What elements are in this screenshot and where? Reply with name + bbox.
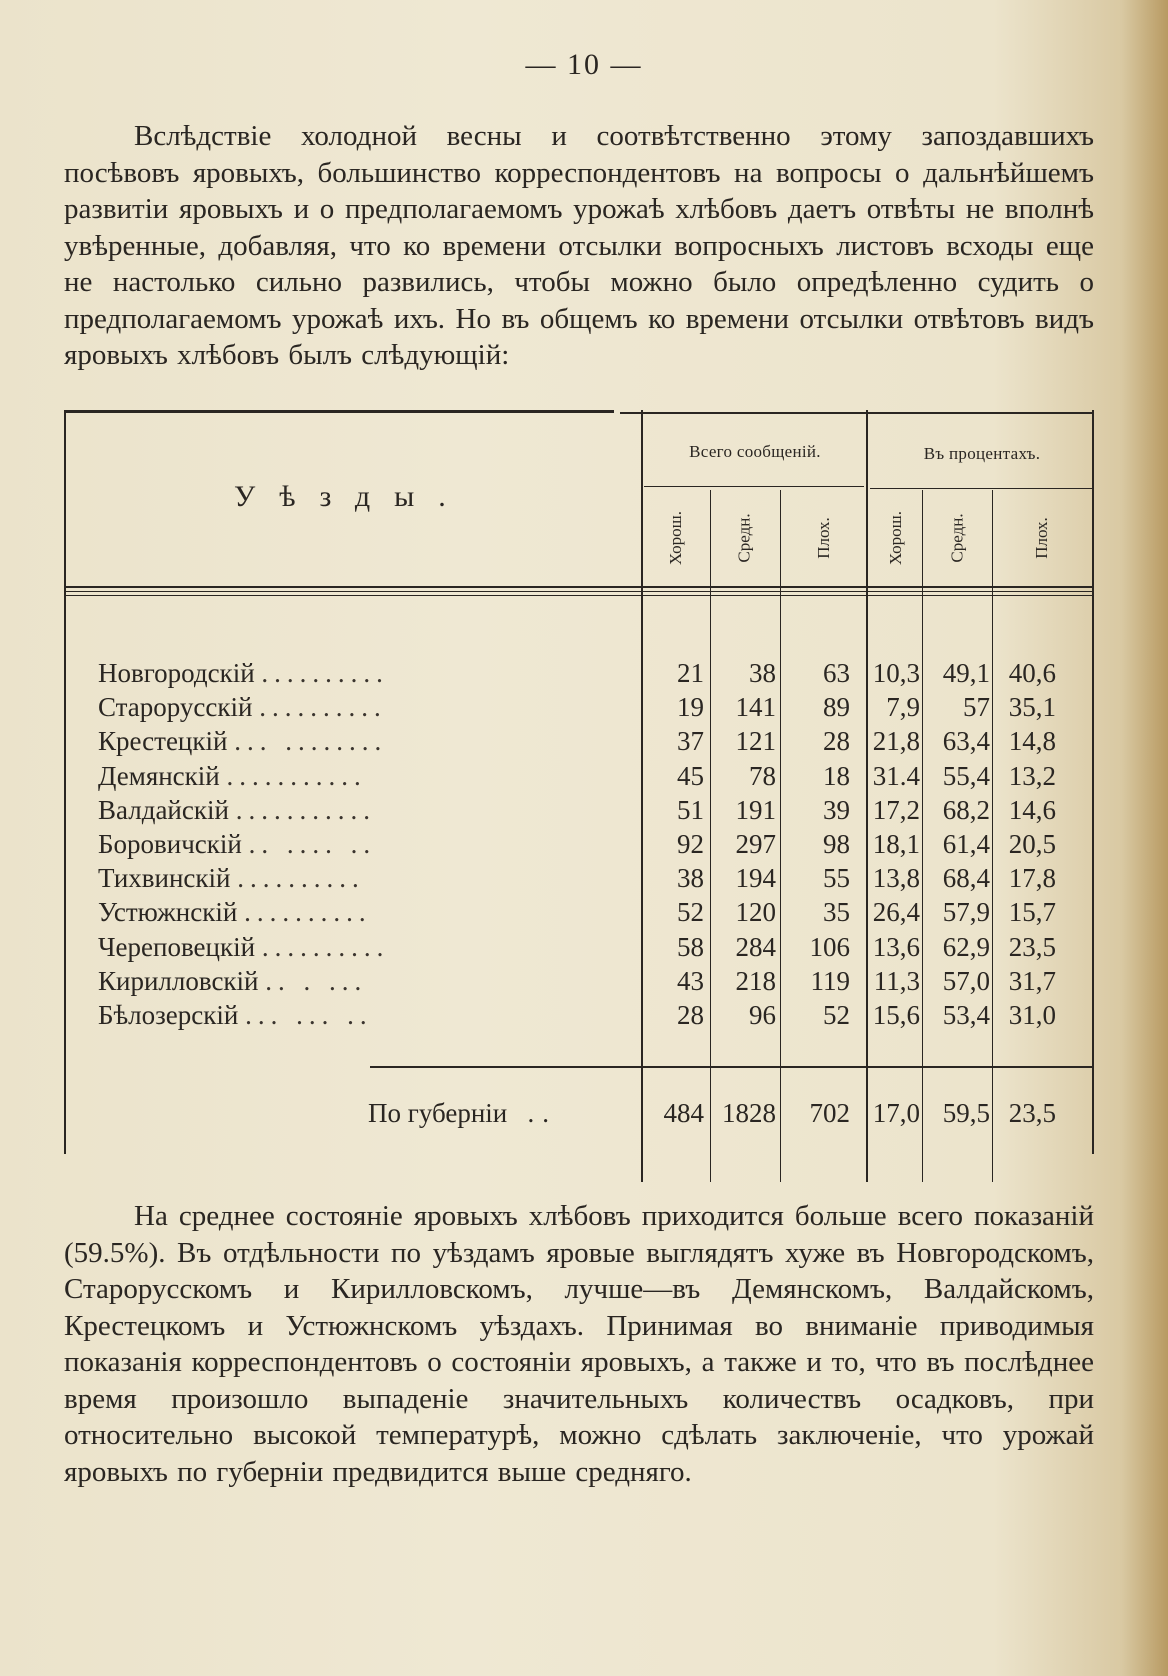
district-name: Новгородскій .......... xyxy=(98,658,389,688)
cell-medium-count: 120 xyxy=(735,897,776,928)
cell-medium-percent: 55,4 xyxy=(942,760,990,791)
cell-good-count: 19 xyxy=(677,692,704,723)
cell-poor-count: 52 xyxy=(823,1000,850,1030)
cell-good-count: 52 xyxy=(677,897,704,928)
cell-good-percent: 15,6 xyxy=(872,1000,920,1030)
cell-medium-count: 194 xyxy=(735,863,776,894)
cell-medium-percent: 57,9 xyxy=(942,897,990,928)
cell-medium-percent: 57 xyxy=(963,692,990,723)
cell-poor-percent: 23,5 xyxy=(1008,931,1056,962)
cell-poor-percent: 14,8 xyxy=(1008,726,1056,757)
cell-good-percent: 31.4 xyxy=(872,760,920,791)
cell-medium-count: 96 xyxy=(749,1000,776,1030)
cell-poor-count: 63 xyxy=(823,658,850,688)
cell-good-percent: 26,4 xyxy=(872,897,920,928)
table-row xyxy=(64,1000,1094,1034)
cell-poor-percent: 15,7 xyxy=(1008,897,1056,928)
cell-poor-count: 28 xyxy=(823,726,850,757)
group-rule-percent xyxy=(870,488,1094,489)
total-good-count: 484 xyxy=(663,1098,704,1128)
district-name: Тихвинскій .......... xyxy=(98,863,365,894)
cell-poor-percent: 35,1 xyxy=(1008,692,1056,723)
totals-group-header: Всего сообщеній. xyxy=(689,442,821,461)
cell-good-count: 45 xyxy=(677,760,704,791)
top-rule-right xyxy=(620,412,1094,414)
table-row xyxy=(64,761,1094,795)
intro-paragraph: Вслѣдствіе холодной весны и соотвѣтственно этому запоздавшихъ посѣвовъ яровыхъ, большинство корреспондентовъ на вопросы о дальнѣйшемъ развитіи яровыхъ и о предполагаемомъ урожаѣ хлѣбовъ даетъ отвѣты не вполнѣ увѣренные, добавляя, что ко времени отсылки вопросныхъ листовъ всходы еще не настолько сильно развились, чтобы можно было опредѣленно судить о предполагаемомъ урожаѣ ихъ. Но въ общемъ ко времени отсылки отвѣтовъ видъ яровыхъ хлѣбовъ былъ слѣдующій: xyxy=(64,120,1094,371)
district-name: Бѣлозерскій ... ... .. xyxy=(98,1000,373,1030)
conclusion-paragraph: На среднее состояніе яровыхъ хлѣбовъ приходится больше всего показаній (59.5%). Въ отдѣльности по уѣздамъ яровые выглядятъ хуже въ Новгородскомъ, Старорусскомъ и Кирилловскомъ, лучше—въ Демянскомъ, Валдайскомъ, Крестецкомъ и Устюжнскомъ уѣздахъ. Принимая во вниманіе приводимыя показанія корреспондентовъ о состояніи яровыхъ, а также и то, что въ послѣднее время произошло выпаденіе значительныхъ количествъ осадковъ, при относительно высокой температурѣ, можно сдѣлать заключеніе, что урожай яровыхъ по губерніи предвидится выше средняго. xyxy=(64,1200,1094,1488)
cell-medium-percent: 57,0 xyxy=(942,965,990,996)
cell-good-count: 58 xyxy=(677,931,704,962)
cell-medium-count: 284 xyxy=(735,931,776,962)
district-name: Череповецкій .......... xyxy=(98,931,390,962)
cell-medium-count: 121 xyxy=(735,726,776,757)
cell-poor-percent: 31,7 xyxy=(1008,965,1056,996)
district-name: Старорусскій .......... xyxy=(98,692,387,723)
table-row xyxy=(64,795,1094,829)
cell-good-count: 37 xyxy=(677,726,704,757)
top-rule-left xyxy=(64,410,614,413)
cell-poor-count: 18 xyxy=(823,760,850,791)
total-medium-count: 1828 xyxy=(722,1098,776,1128)
cell-medium-percent: 68,4 xyxy=(942,863,990,894)
header-rule-1 xyxy=(64,586,1094,588)
cell-poor-count: 39 xyxy=(823,794,850,825)
cell-good-percent: 10,3 xyxy=(872,658,920,688)
table-row xyxy=(64,658,1094,692)
cell-medium-count: 141 xyxy=(735,692,776,723)
cell-poor-count: 35 xyxy=(823,897,850,928)
page-number: — 10 — xyxy=(525,48,643,81)
cell-good-count: 92 xyxy=(677,829,704,859)
sub-header-poor-percent: Плох. xyxy=(1032,517,1051,559)
cell-poor-count: 98 xyxy=(823,829,850,859)
district-name: Устюжнскій .......... xyxy=(98,897,372,928)
cell-poor-percent: 17,8 xyxy=(1008,863,1056,894)
header-rule-3 xyxy=(64,595,1094,596)
cell-poor-percent: 13,2 xyxy=(1008,760,1056,791)
cell-medium-percent: 63,4 xyxy=(942,726,990,757)
cell-good-count: 21 xyxy=(677,658,704,688)
cell-good-percent: 13,8 xyxy=(872,863,920,894)
cell-good-percent: 21,8 xyxy=(872,726,920,757)
cell-medium-percent: 53,4 xyxy=(942,1000,990,1030)
group-rule-totals xyxy=(644,486,864,487)
cell-medium-count: 297 xyxy=(735,829,776,859)
district-name: Кирилловскій .. . ... xyxy=(98,965,368,996)
cell-good-count: 43 xyxy=(677,965,704,996)
cell-poor-count: 55 xyxy=(823,863,850,894)
cell-good-percent: 11,3 xyxy=(873,965,920,996)
cell-medium-percent: 62,9 xyxy=(942,931,990,962)
total-poor-percent: 23,5 xyxy=(1008,1098,1056,1128)
table-row xyxy=(64,692,1094,726)
cell-good-percent: 13,6 xyxy=(872,931,920,962)
district-column-header: Уѣзды. xyxy=(234,480,470,513)
sub-header-good-percent: Хорош. xyxy=(885,510,905,566)
cell-medium-percent: 61,4 xyxy=(942,829,990,859)
cell-medium-count: 191 xyxy=(735,794,776,825)
district-name: Валдайскій ........... xyxy=(98,794,376,825)
cell-poor-percent: 20,5 xyxy=(1008,829,1056,859)
cell-good-percent: 18,1 xyxy=(872,829,920,859)
cell-good-percent: 7,9 xyxy=(886,692,920,723)
cell-good-count: 38 xyxy=(677,863,704,894)
total-poor-count: 702 xyxy=(809,1098,850,1128)
total-medium-percent: 59,5 xyxy=(942,1098,990,1128)
cell-poor-count: 106 xyxy=(809,931,850,962)
percent-group-header: Въ процентахъ. xyxy=(923,444,1041,463)
sub-header-medium-percent: Средн. xyxy=(947,513,967,563)
table-row xyxy=(64,726,1094,760)
table-row xyxy=(64,932,1094,966)
table-row xyxy=(64,966,1094,1000)
total-row xyxy=(64,1098,1094,1132)
cell-poor-count: 89 xyxy=(823,692,850,723)
sub-header-poor-count: Плох. xyxy=(814,517,833,559)
district-name: Боровичскій .. .... .. xyxy=(98,829,377,859)
cell-poor-percent: 40,6 xyxy=(1008,658,1056,688)
cell-poor-percent: 14,6 xyxy=(1008,794,1056,825)
table-row xyxy=(64,829,1094,863)
total-good-percent: 17,0 xyxy=(872,1098,920,1128)
table-row xyxy=(64,897,1094,931)
cell-medium-percent: 68,2 xyxy=(942,794,990,825)
header-rule-2 xyxy=(64,591,1094,592)
cell-medium-percent: 49,1 xyxy=(942,658,990,688)
table-row xyxy=(64,863,1094,897)
cell-medium-count: 218 xyxy=(735,965,776,996)
district-table xyxy=(64,410,1094,1182)
cell-good-count: 28 xyxy=(677,1000,704,1030)
cell-good-percent: 17,2 xyxy=(872,794,920,825)
cell-poor-count: 119 xyxy=(810,965,850,996)
total-label: По губерніи .. xyxy=(368,1098,557,1128)
cell-good-count: 51 xyxy=(677,794,704,825)
sub-header-medium-count: Средн. xyxy=(734,513,754,563)
district-name: Крестецкій ... ........ xyxy=(98,726,388,757)
total-rule xyxy=(370,1066,1094,1068)
cell-medium-count: 38 xyxy=(749,658,776,688)
cell-poor-percent: 31,0 xyxy=(1008,1000,1056,1030)
cell-medium-count: 78 xyxy=(749,760,776,791)
district-name: Демянскій ........... xyxy=(98,760,367,791)
sub-header-good-count: Хорош. xyxy=(665,510,685,566)
